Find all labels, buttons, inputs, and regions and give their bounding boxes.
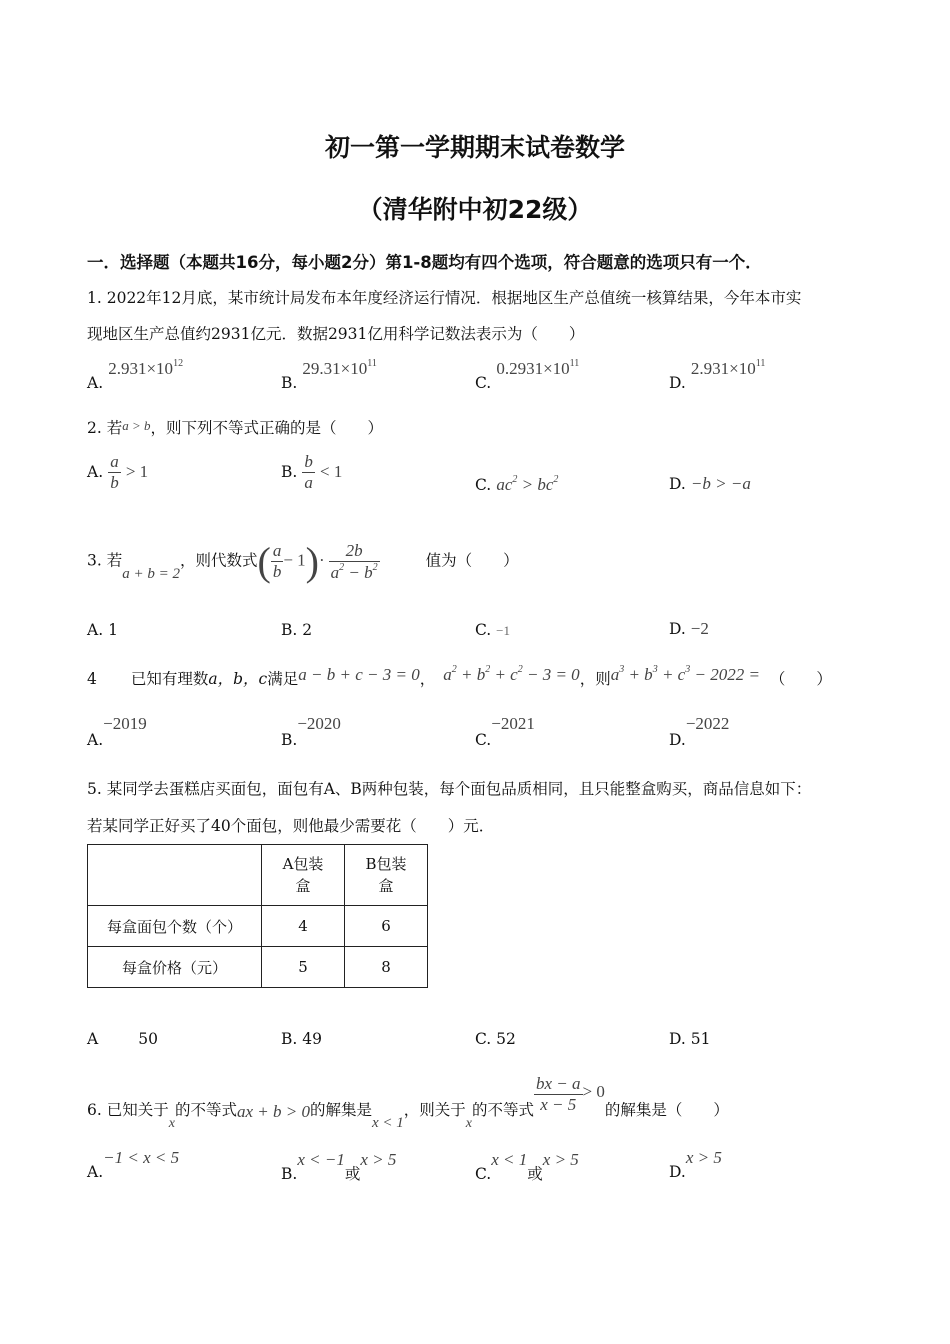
fraction: $\frac{bx - a}{x - 5}$ (536, 1074, 581, 1114)
table-cell: 6 (345, 906, 428, 947)
q1-option-b (281, 358, 377, 392)
option-label: C. (475, 476, 492, 494)
table-cell: 5 (262, 947, 345, 988)
table-corner (88, 845, 262, 906)
q5-line1: 5. 某同学去蛋糕店买面包，面包有A、B两种包装，每个面包品质相同，且只能整盒购买，商品信息如下： (87, 780, 812, 798)
q1-line2: 现地区生产总值约2931亿元．数据2931亿用科学记数法表示为（ ） (87, 325, 585, 343)
q4-option-c: C.−2021 (475, 714, 535, 749)
q4-option-a: A.−2019 (87, 714, 147, 749)
q4-option-b: B.−2020 (281, 714, 341, 749)
fraction: $\frac{2b}{a^2 - b^2}$ (330, 540, 378, 582)
q3-option-d: D. −2 (669, 619, 709, 638)
q3-option-c: C. −1 (475, 621, 511, 639)
q2-option-c (475, 474, 558, 495)
table-cell: 每盒面包个数（个） (88, 906, 262, 947)
option-label: B. (281, 374, 298, 392)
table-row (88, 947, 428, 988)
q1-option-a (87, 358, 184, 392)
option-value: −b > −a (690, 474, 751, 493)
option-label: A. (87, 374, 104, 392)
q3-stem: 3. 若a + b = 2，则代数式( $\frac{a}{b}$ − 1)· $\frac{2b}{a^2 - b^2}$ 值为（ ） (87, 539, 519, 584)
q2-condition: a > b (122, 418, 151, 433)
q2-stem: 2. 若a > b，则下列不等式正确的是（ ） (87, 418, 384, 437)
table-row (88, 906, 428, 947)
fraction: $\frac{b}{a}$ (304, 452, 313, 492)
table-header-b: B包装 盒 (345, 845, 428, 906)
q2-option-a (87, 452, 148, 493)
page-title: 初一第一学期期末试卷数学 (324, 133, 625, 162)
option-label: A. (87, 463, 104, 481)
q5-option-a: A 50 (87, 1030, 158, 1048)
option-value: $2.931\times 10^{12}$ (108, 358, 184, 378)
q3-condition: a + b = 2 (122, 565, 180, 582)
q6-option-d: D.x > 5 (669, 1148, 722, 1181)
relation: < 1 (320, 462, 343, 481)
option-label: D. (669, 374, 686, 392)
q1-line1: 1. 2022年12月底，某市统计局发布本年度经济运行情况．根据地区生产总值统一核算结果，今年本市实 (87, 289, 802, 307)
fraction: $\frac{a}{b}$ (110, 452, 119, 492)
option-value: $29.31\times 10^{11}$ (302, 358, 377, 378)
option-value: $2.931\times 10^{11}$ (690, 358, 766, 378)
option-label: C. (475, 374, 492, 392)
q4-stem: 4 已知有理数a，b，c满足a − b + c − 3 = 0， $a^2 + b^2 + c^2 - 3 = 0$，则$a^3 + b^3 + c^3 - 2022$ = （ ） (87, 664, 832, 688)
table-cell: 每盒价格（元） (88, 947, 262, 988)
q2-option-d (669, 474, 751, 494)
table-header-a: A包装 盒 (262, 845, 345, 906)
q6-stem: 6. 已知关于x的不等式ax + b > 0的解集是x < 1，则关于x的不等式 $\frac{bx - a}{x - 5}$ > 0的解集是（ ） (87, 1074, 729, 1131)
q5-option-d: D. 51 (669, 1030, 711, 1048)
q3-option-a: A. 1 (87, 621, 118, 639)
page-subtitle: （清华附中初22级） (357, 195, 593, 224)
q6-option-c: C.x < 1或x > 5 (475, 1150, 579, 1183)
q3-option-b: B. 2 (281, 621, 313, 639)
option-label: D. (669, 475, 686, 493)
q1-option-c (475, 358, 580, 392)
q5-option-b: B. 49 (281, 1030, 322, 1048)
q1-option-d (669, 358, 766, 392)
q5-option-c: C. 52 (475, 1030, 516, 1048)
option-label: B. (281, 463, 298, 481)
table-cell: 4 (262, 906, 345, 947)
q6-option-b: B.x < −1或x > 5 (281, 1150, 397, 1183)
section-heading: 一．选择题（本题共16分，每小题2分）第1-8题均有四个选项，符合题意的选项只有一个． (87, 253, 762, 272)
q4-option-d: D.−2022 (669, 714, 730, 749)
option-value: $ac^2 > bc^2$ (496, 474, 559, 494)
fraction: $\frac{a}{b}$ (272, 541, 282, 581)
q5-line2: 若某同学正好买了40个面包，则他最少需要花（ ）元． (87, 817, 495, 835)
product-info-table (87, 844, 428, 988)
option-value: $0.2931\times 10^{11}$ (496, 358, 580, 378)
relation: > 1 (125, 462, 149, 481)
q2-option-b (281, 452, 342, 493)
table-cell: 8 (345, 947, 428, 988)
q6-option-a: A.−1 < x < 5 (87, 1148, 180, 1181)
